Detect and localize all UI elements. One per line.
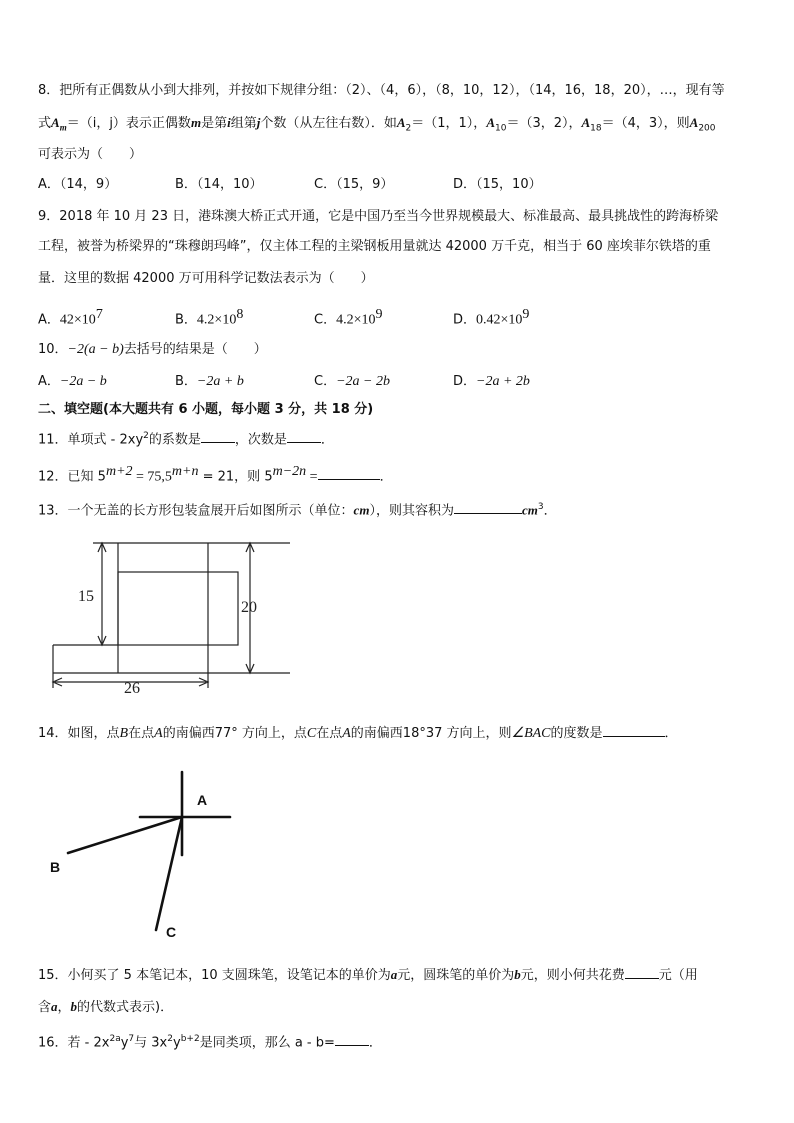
q14-answer-blank[interactable]	[603, 723, 665, 737]
q14-stem: 14．如图，点B在点A的南偏西77° 方向上，点C在点A的南偏西18°37 方向上，则∠BAC的度数是 ．	[38, 723, 678, 743]
fig-label-26: 26	[124, 680, 140, 697]
q13-stem: 13．一个无盖的长方形包装盒展开后如图所示（单位：cm），则其容积为 $cm^3$．	[38, 502, 557, 519]
q10-option-d[interactable]: D．−2a + 2b	[453, 374, 530, 389]
q12-stem: 12．已知 $5^{m+2} = 75,5^{m+n} = 21$，则 $5^{m-2n}$ = ．	[38, 464, 393, 485]
q9-line1: 9．2018 年 10 月 23 日，港珠澳大桥正式开通，它是中国乃至当今世界规模最大、标准最高、最具挑战性的跨海桥梁	[38, 209, 719, 224]
fig-label-20: 20	[241, 599, 257, 616]
fig-point-b-label: B	[50, 859, 61, 875]
q10-option-b[interactable]: B．−2a + b	[175, 374, 244, 389]
q9-option-b[interactable]: B．$4.2\times 10^8$	[175, 307, 244, 328]
section-heading-fill-blank: 二、填空题(本大题共有 6 小题，每小题 3 分，共 18 分)	[38, 402, 374, 417]
q12-answer-blank[interactable]	[318, 466, 380, 480]
q10-stem: 10．−2(a − b)去括号的结果是（ ）	[38, 342, 267, 357]
q13-answer-blank[interactable]	[454, 500, 522, 514]
q9-option-a[interactable]: A．$42\times 10^7$	[38, 307, 103, 328]
q8-line1: 8．把所有正偶数从小到大排列，并按如下规律分组：（2）、（4，6），（8，10，12），（14，16，18，20），…，现有等	[38, 83, 725, 98]
q8-option-a[interactable]: A．（14，9）	[38, 177, 118, 192]
fig-box-face	[118, 572, 238, 645]
q10-option-c[interactable]: C．−2a − 2b	[314, 374, 390, 389]
q9-option-d[interactable]: D．$0.42\times 10^9$	[453, 307, 530, 328]
fig-label-15: 15	[78, 588, 94, 605]
q15-line1: 15．小何买了 5 本笔记本，10 支圆珠笔，设笔记本的单价为a元，圆珠笔的单价为b元，则小何共花费 元（用	[38, 967, 698, 983]
q8-option-d[interactable]: D．（15，10）	[453, 177, 542, 192]
fig-point-a-label: A	[197, 792, 208, 808]
q15-answer-blank[interactable]	[625, 965, 659, 979]
q9-line2: 工程，被誉为桥梁界的“珠穆朗玛峰”，仅主体工程的主梁钢板用量就达 42000 万千克，相当于 60 座埃菲尔铁塔的重	[38, 239, 711, 254]
q8-option-b[interactable]: B．（14，10）	[175, 177, 263, 192]
q16-stem: 16．若 - $2x^{2a}y^7$与 $3x^2y^{b+2}$是同类项，那么 a - b= ．	[38, 1034, 382, 1051]
q15-line2: 含a，b的代数式表示)．	[38, 999, 174, 1015]
q8-option-c[interactable]: C．（15，9）	[314, 177, 394, 192]
q11-stem: 11．单项式 - $2xy^2$的系数是 ，次数是 ．	[38, 431, 334, 448]
fig-ray-ab	[68, 817, 182, 853]
q13-box-net-figure	[40, 530, 300, 700]
q8-line3: 可表示为（ ）	[38, 147, 143, 162]
q9-line3: 量．这里的数据 42000 万可用科学记数法表示为（ ）	[38, 271, 374, 286]
q11-blank-degree[interactable]	[287, 429, 321, 443]
q11-blank-coefficient[interactable]	[201, 429, 235, 443]
fig-point-c-label: C	[166, 924, 177, 940]
q9-option-c[interactable]: C．$4.2\times 10^9$	[314, 307, 383, 328]
fig-ray-ac	[156, 817, 182, 930]
q10-option-a[interactable]: A．−2a − b	[38, 374, 107, 389]
q16-answer-blank[interactable]	[335, 1032, 369, 1046]
q14-direction-figure	[40, 765, 260, 945]
q8-line2: 式$A_m=(i$，j）表示正偶数m是第i组第j个数（从左往右数）．如$A_2=(1$，1），$A_{10}=(3$，2），$A_{18}=(4$，3），则$A_{200}$	[38, 115, 716, 134]
